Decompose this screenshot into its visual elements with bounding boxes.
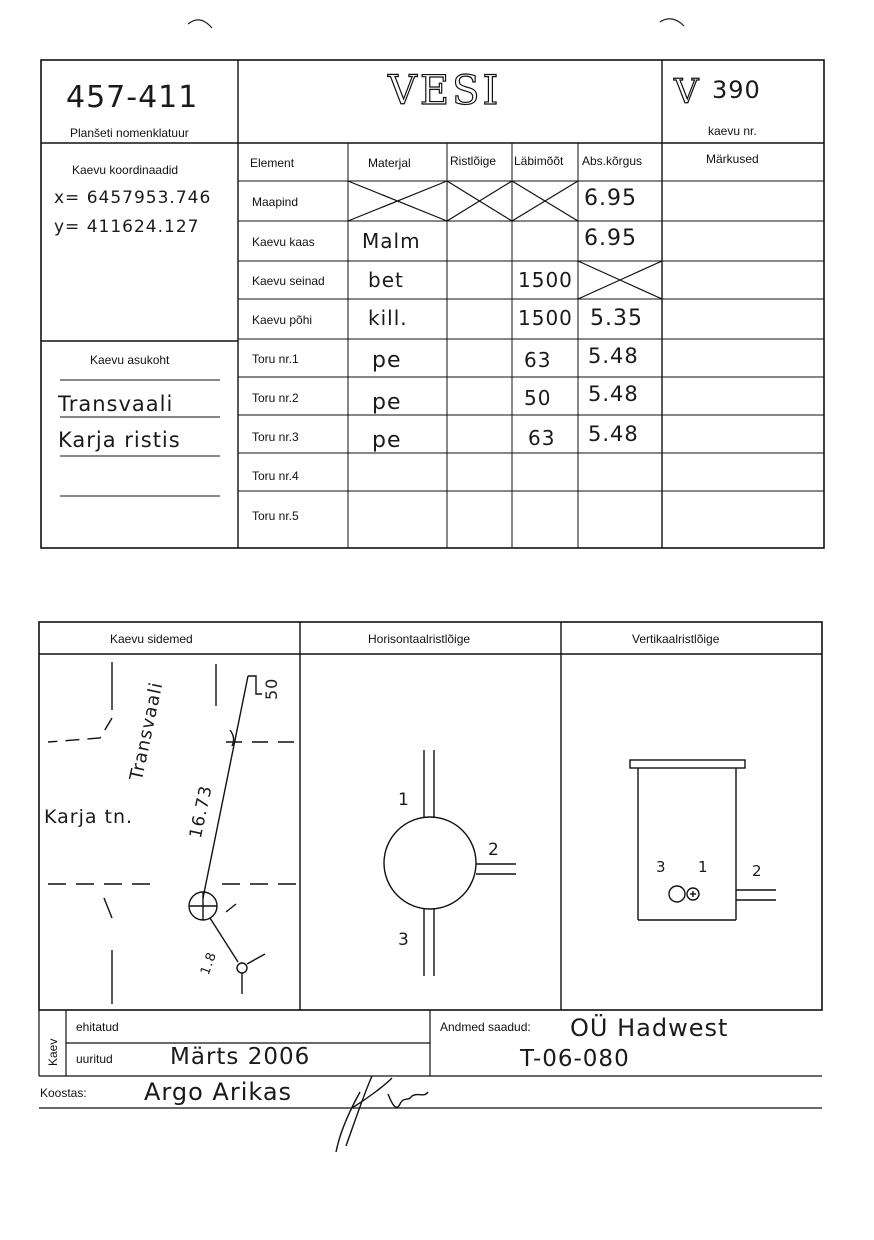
location-line1: Transvaali — [58, 392, 174, 416]
distance-main: 16.73 — [186, 783, 217, 841]
kaev-label: Kaev — [46, 1038, 60, 1066]
row-element-pipe2: Toru nr.2 — [252, 391, 299, 405]
restored-label: ehitatud — [76, 1020, 119, 1034]
distance-small: 1.8 — [198, 949, 221, 978]
h-pipe3-label: 3 — [398, 930, 410, 950]
data-source-code: T-06-080 — [520, 1046, 630, 1072]
form-title: VESI — [388, 68, 502, 114]
location-line2: Karja ristis — [58, 428, 181, 452]
row-element-ground: Maapind — [252, 195, 299, 209]
row-diameter-pipe3: 63 — [528, 426, 556, 450]
row-abs-bottom: 5.35 — [590, 306, 643, 331]
v-pipe3-label: 3 — [656, 858, 667, 876]
ties-label: Kaevu sidemed — [110, 632, 193, 646]
col-header-section: Ristlõige — [450, 154, 497, 168]
row-material-walls: bet — [368, 268, 404, 292]
row-abs-pipe3: 5.48 — [588, 422, 639, 446]
author-label: Koostas: — [40, 1086, 87, 1100]
col-header-abs-height: Abs.kõrgus — [582, 154, 643, 168]
data-source-label: Andmed saadud: — [440, 1020, 531, 1034]
row-diameter-walls: 1500 — [518, 268, 573, 292]
row-material-pipe1: pe — [372, 348, 402, 373]
well-label: kaevu nr. — [708, 124, 757, 138]
col-header-diameter: Läbimõõt — [514, 154, 564, 168]
v-pipe1-label: 1 — [698, 858, 709, 876]
row-element-pipe3: Toru nr.3 — [252, 430, 299, 444]
row-element-pipe1: Toru nr.1 — [252, 352, 299, 366]
row-material-lid: Malm — [362, 229, 421, 253]
surveyed-value: Märts 2006 — [170, 1044, 311, 1070]
row-diameter-bottom: 1500 — [518, 306, 573, 330]
vertical-section-label: Vertikaalristlõige — [632, 632, 720, 646]
col-header-material: Materjal — [368, 156, 411, 170]
row-element-pipe4: Toru nr.4 — [252, 469, 299, 483]
row-material-pipe2: pe — [372, 390, 402, 415]
row-abs-pipe2: 5.48 — [588, 382, 639, 406]
distance-top: 50 — [262, 677, 281, 700]
h-pipe1-label: 1 — [398, 790, 410, 810]
data-source-value: OÜ Hadwest — [570, 1014, 729, 1042]
h-pipe2-label: 2 — [488, 840, 500, 860]
row-material-pipe3: pe — [372, 428, 402, 453]
col-header-element: Element — [250, 156, 295, 170]
coordinates-label: Kaevu koordinaadid — [72, 163, 179, 177]
sheet-label: Planšeti nomenklatuur — [70, 126, 189, 140]
location-label: Kaevu asukoht — [90, 353, 170, 367]
col-header-notes: Märkused — [706, 152, 759, 166]
coordinate-x: x= 6457953.746 — [54, 188, 212, 208]
row-abs-ground: 6.95 — [584, 186, 637, 211]
street-transvaali: Transvaali — [126, 679, 168, 783]
row-element-bottom: Kaevu põhi — [252, 313, 313, 327]
coordinate-y: y= 411624.127 — [54, 217, 200, 237]
v-pipe2-label: 2 — [752, 862, 763, 880]
row-diameter-pipe2: 50 — [524, 386, 552, 410]
street-karja: Karja tn. — [44, 806, 134, 828]
horizontal-section-label: Horisontaalristlõige — [368, 632, 471, 646]
author-signature — [336, 1076, 428, 1152]
row-material-bottom: kill. — [368, 306, 408, 330]
row-element-lid: Kaevu kaas — [252, 235, 315, 249]
row-element-walls: Kaevu seinad — [252, 274, 325, 288]
well-prefix: V — [674, 72, 702, 112]
row-abs-pipe1: 5.48 — [588, 344, 639, 368]
row-diameter-pipe1: 63 — [524, 348, 552, 372]
well-number: 390 — [712, 76, 761, 104]
row-abs-lid: 6.95 — [584, 226, 637, 251]
sheet-number: 457-411 — [66, 80, 199, 115]
row-element-pipe5: Toru nr.5 — [252, 509, 299, 523]
author-value: Argo Arikas — [144, 1078, 293, 1106]
surveyed-label: uuritud — [76, 1052, 113, 1066]
